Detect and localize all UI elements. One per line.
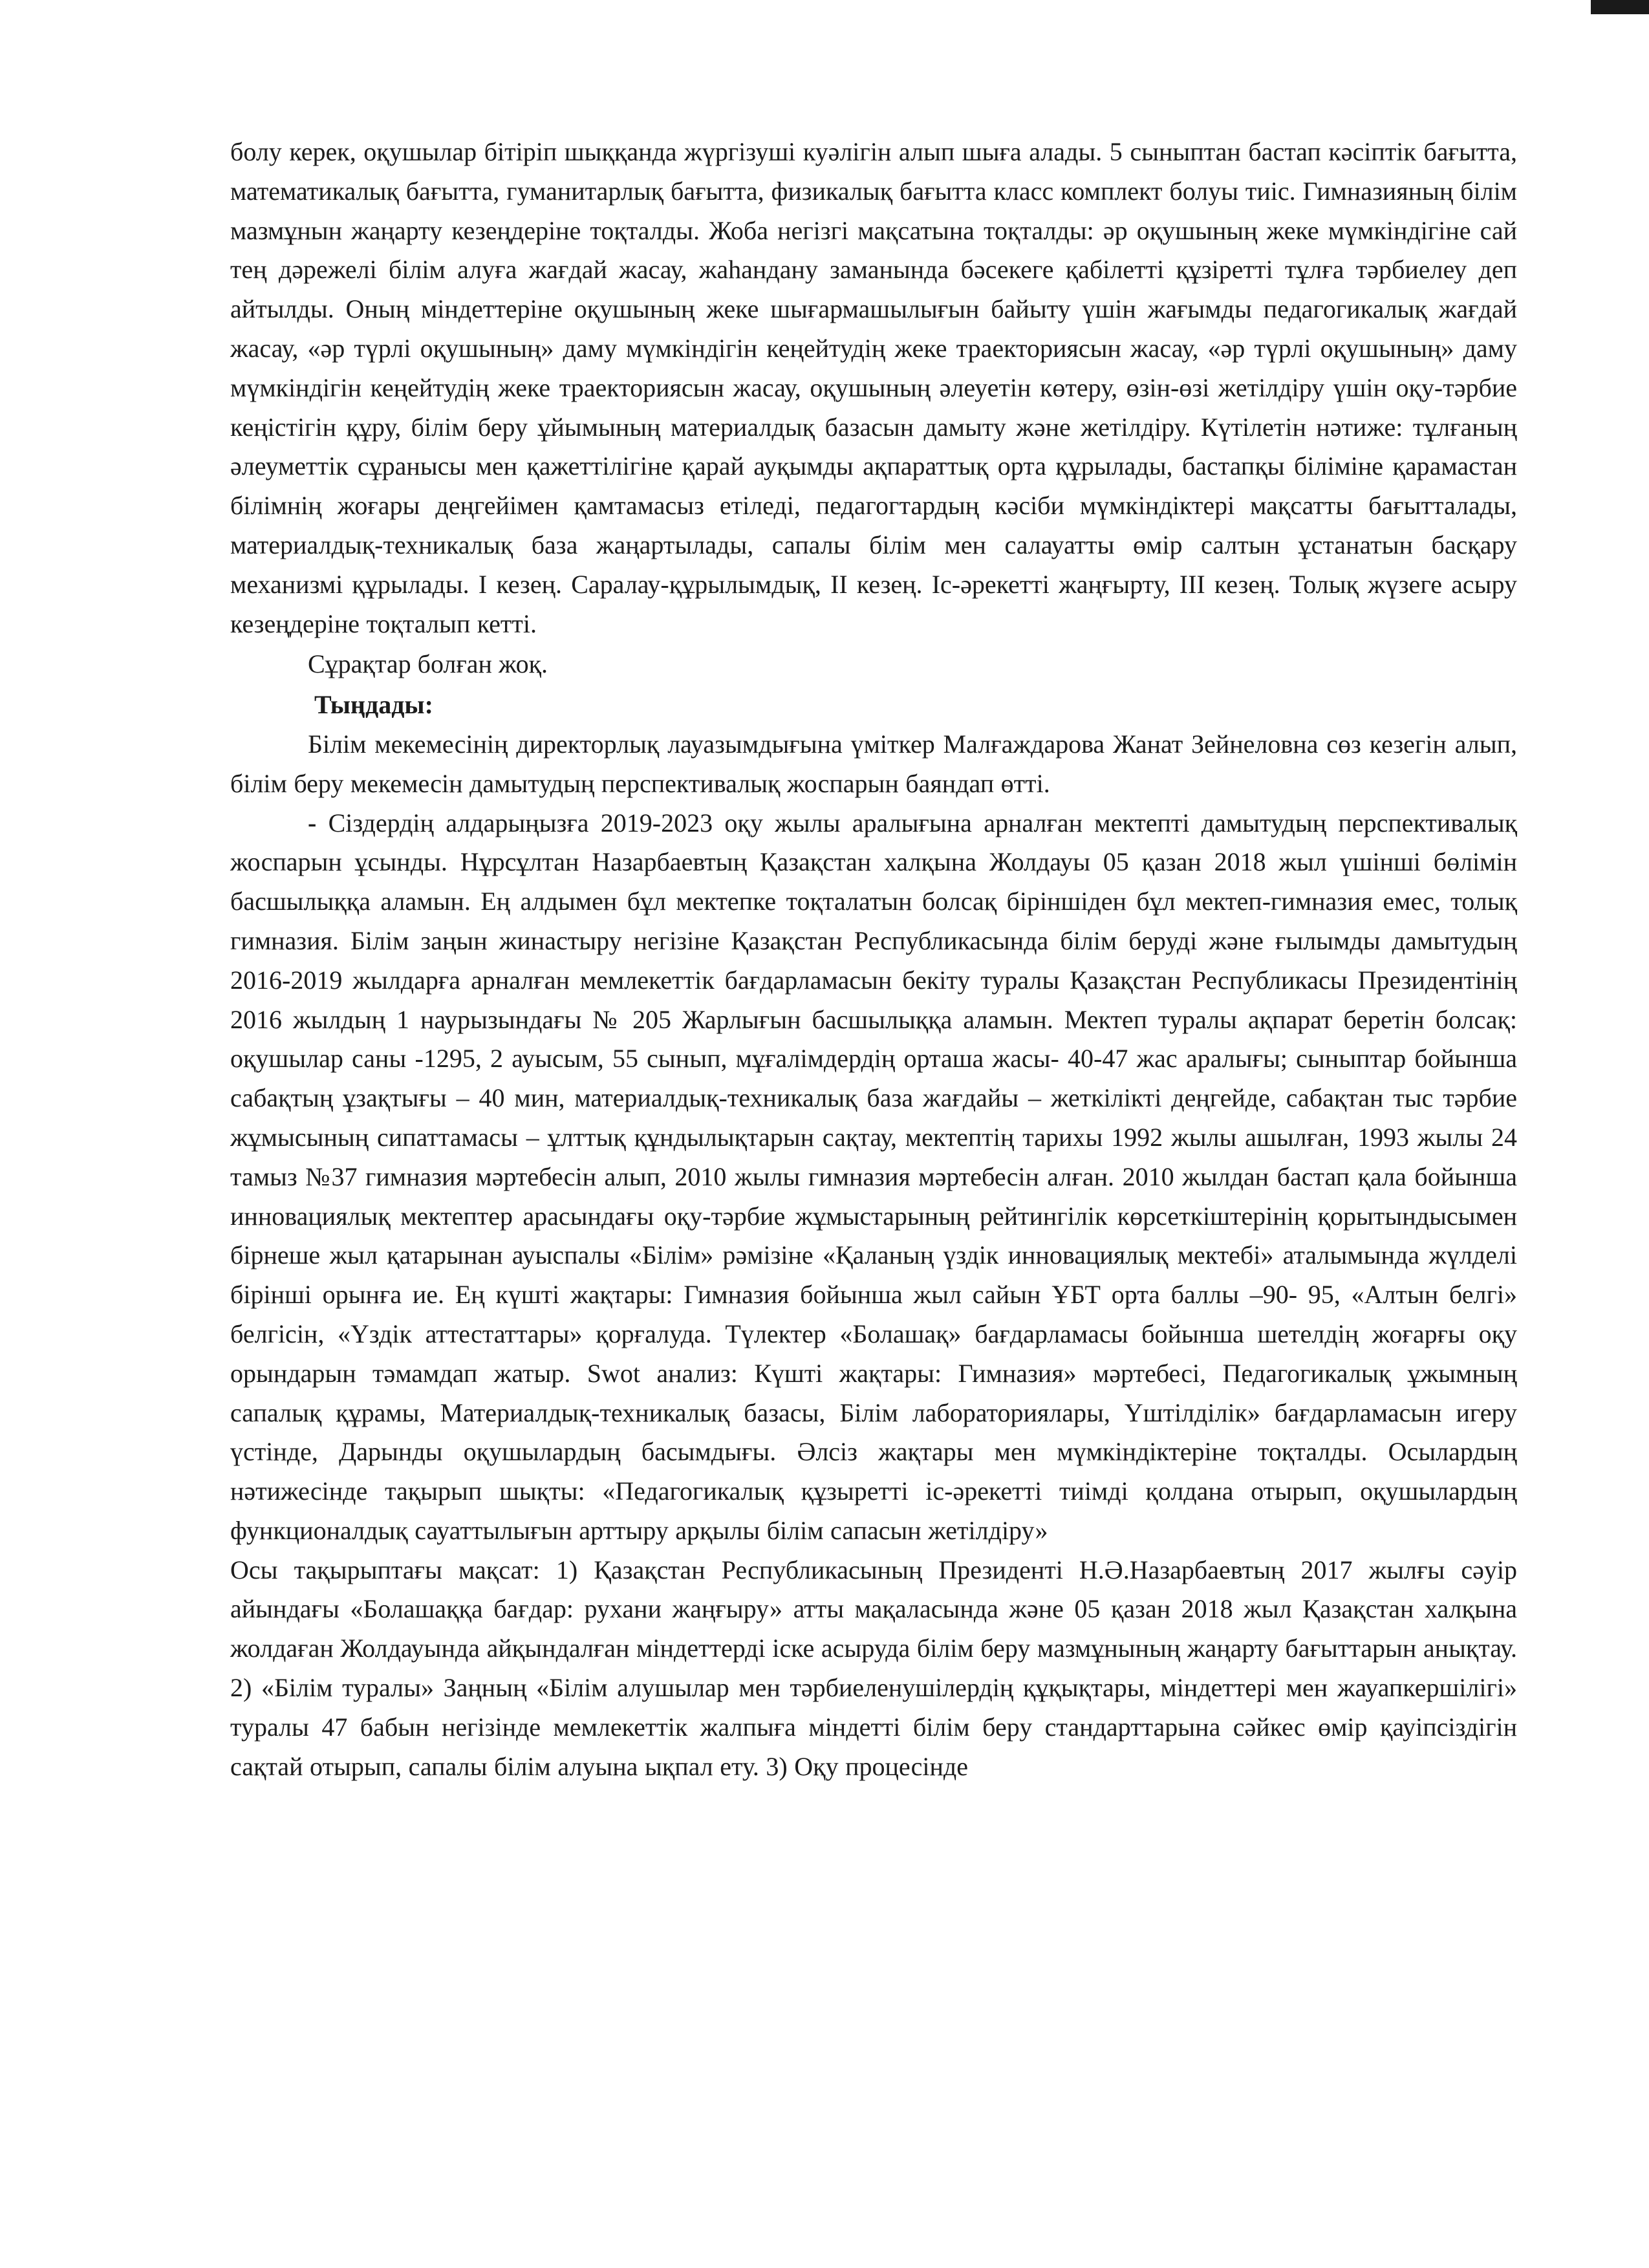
scan-edge-mark (1591, 0, 1649, 14)
section-heading-heard: Тыңдады: (314, 690, 433, 720)
paragraph-goals: Осы тақырыптағы мақсат: 1) Қазақстан Республикасының Президенті Н.Ә.Назарбаевтың 2017 жылғы сәуір айындағы «Болашаққа бағдар: рухани жаңғыру» атты мақаласында және 05 қазан 2018 жыл Қазақстан халқына жолдаған Жолдауында айқындалған міндеттерді іске асыруда білім беру мазмұнының жаңарту бағыттарын анықтау. 2) «Білім туралы» Заңның «Білім алушылар мен тәрбиеленушілердің құқықтары, міндеттері мен жауапкершілігі» туралы 47 бабын негізінде мемлекеттік жалпыға міндетті білім беру стандарттарына сәйкес өмір қауіпсіздігін сақтай отырып, сапалы білім алуына ықпал ету. 3) Оқу процесінде (230, 1555, 1517, 1781)
questions-note: Сұрақтар болған жоқ. (308, 649, 548, 679)
list-dash: - (308, 808, 317, 837)
paragraph-candidate-intro: Білім мекемесінің директорлық лауазымдығына үміткер Малғаждарова Жанат Зейнеловна сөз кезегін алып, білім беру мекемесін дамытудың перспективалық жоспарын баяндап өтті. (230, 729, 1517, 798)
paragraph-development-plan-text: Сіздердің алдарыңызға 2019-2023 оқу жылы аралығына арналған мектепті дамытудың перспективалық жоспарын ұсынды. Нұрсұлтан Назарбаевтың Қазақстан халқына Жолдауы 05 қазан 2018 жыл үшінші бөлімін басшылыққа аламын. Ең алдымен бұл мектепке тоқталатын болсақ біріншіден бұл мектеп-гимназия емес, толық гимназия. Білім заңын жинастыру негізіне Қазақстан Республикасында білім беруді және ғылымды дамытудың 2016-2019 жылдарға арналған мемлекеттік бағдарламасын бекіту туралы Қазақстан Республикасы Президентінің 2016 жылдың 1 наурызындағы № 205 Жарлығын басшылыққа аламын. Мектеп туралы ақпарат беретін болсақ: оқушылар саны -1295, 2 ауысым, 55 сынып, мұғалімдердің орташа жасы- 40-47 жас аралығы; сыныптар бойынша сабақтың ұзақтығы – 40 мин, материалдық-техникалық база жағдайы – жеткілікті деңгейде, сабақтан тыс тәрбие жұмысының сипаттамасы – ұлттық құндылықтарын сақтау, мектептің тарихы 1992 жылы ашылған, 1993 жылы 24 тамыз №37 гимназия мәртебесін алып, 2010 жылы гимназия мәртебесін алған. 2010 жылдан бастап қала бойынша инновациялық мектептер арасындағы оқу-тәрбие жұмыстарының рейтингілік көрсеткіштерінің қорытындысымен бірнеше жыл қатарынан ауыспалы «Білім» рәмізіне «Қаланың үздік инновациялық мектебі» аталымында жүлделі бірінші орынға ие. Ең күшті жақтары: Гимназия бойынша жыл сайын ҰБТ орта баллы –90- 95, «Алтын белгі» белгісін, «Үздік аттестаттары» қорғалуда. Түлектер «Болашақ» бағдарламасы бойынша шетелдің жоғарғы оқу орындарын тәмамдап жатыр. Swot анализ: Күшті жақтары: Гимназия» мәртебесі, Педагогикалық ұжымның сапалық құрамы, Материалдық-техникалық базасы, Білім лабораториялары, Үштілділік» бағдарламасын игеру үстінде, Дарынды оқушылардың басымдығы. Әлсіз жақтары мен мүмкіндіктеріне тоқталды. Осылардың нәтижесінде тақырып шықты: «Педагогикалық құзыретті іс-әрекетті тиімді қолдана отырып, оқушылардың функционалдық сауаттылығын арттыру арқылы білім сапасын жетілдіру» (230, 808, 1518, 1545)
paragraph-continuation: болу керек, оқушылар бітіріп шыққанда жүргізуші куәлігін алып шыға алады. 5 сыныптан бастап кәсіптік бағытта, математикалық бағытта, гуманитарлық бағытта, физикалық бағытта класс комплект болуы тиіс. Гимназияның білім мазмұнын жаңарту кезеңдеріне тоқталды. Жоба негізгі мақсатына тоқталды: әр оқушының жеке мүмкіндігіне сай тең дәрежелі білім алуға жағдай жасау, жаһандану заманында бәсекеге қабілетті құзіретті тұлға тәрбиелеу деп айтылды. Оның міндеттеріне оқушының жеке шығармашылығын байыту үшін жағымды педагогикалық жағдай жасау, «әр түрлі оқушының» даму мүмкіндігін кеңейтудің жеке траекториясын жасау, «әр түрлі оқушының» даму мүмкіндігін кеңейтудің жеке траекториясын жасау, оқушының әлеуетін көтеру, өзін-өзі жетілдіру үшін оқу-тәрбие кеңістігін құру, білім беру ұйымының материалдық базасын дамыту және жетілдіру. Күтілетін нәтиже: тұлғаның әлеуметтік сұранысы мен қажеттілігіне қарай ауқымды ақпараттық орта құрылады, бастапқы біліміне қарамастан білімнің жоғары деңгейімен қамтамасыз етіледі, педагогтардың кәсіби мүмкіндіктері мақсатты бағытталады, материалдық-техникалық база жаңартылады, сапалы білім мен салауатты өмір салтын ұстанатын басқару механизмі құрылады. І кезең. Саралау-құрылымдық, ІІ кезең. Іс-әрекетті жаңғырту, ІІІ кезең. Толық жүзеге асыру кезеңдеріне тоқталып кетті. (230, 137, 1517, 638)
document-page (230, 133, 1517, 1786)
paragraph-development-plan (230, 804, 1517, 1551)
